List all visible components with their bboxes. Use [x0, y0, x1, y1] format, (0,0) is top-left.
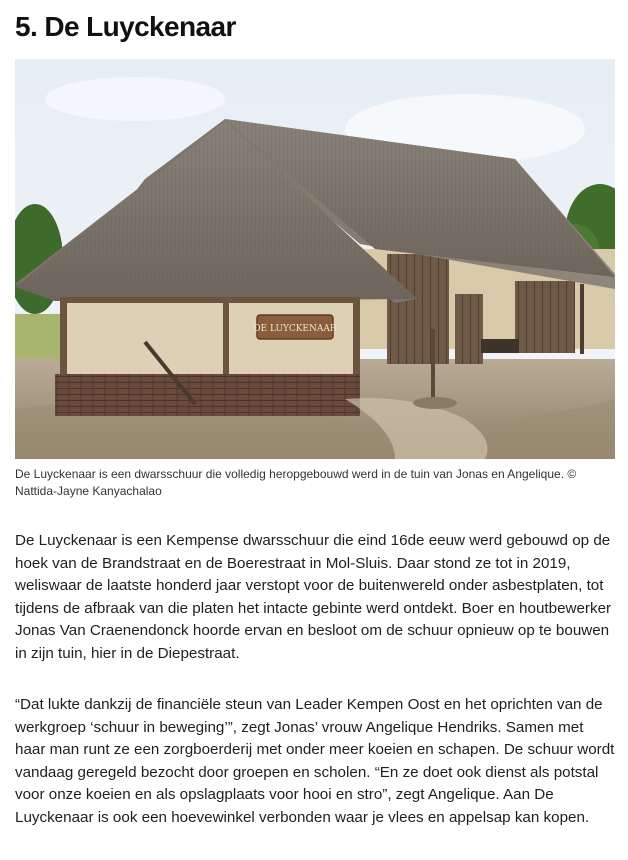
barn-photo — [15, 59, 615, 459]
barn-sign-text: DE LUYCKENAAR — [253, 324, 337, 334]
photo-caption: De Luyckenaar is een dwarsschuur die volledig heropgebouwd werd in de tuin van Jonas en Angelique. © Nattida-Jayne Kanyachalao — [15, 467, 577, 498]
article-paragraph: “Dat lukte dankzij de financiële steun van Leader Kempen Oost en het oprichten van de werkgroep ‘schuur in beweging’”, zegt Jonas’ vrouw Angelique Hendriks. Samen met haar man runt ze een zorgboerderij met onder meer koeien en schapen. De schuur wordt vandaag geregeld bezocht door groepen en scholen. “En ze doet ook dienst als potstal voor onze koeien en als opslagplaats voor hooi en stro”, zegt Angelique. Aan De Luyckenaar is ook een hoevewinkel verbonden waar je vlees en appelsap kan kopen. — [15, 696, 615, 826]
article-paragraph: De Luyckenaar is een Kempense dwarsschuur die eind 16de eeuw werd gebouwd op de hoek van de Brandstraat en de Boerestraat in Mol-Sluis. Daar stond ze tot in 2019, weliswaar de laatste honderd jaar verstopt voor de buitenwereld onder asbestplaten, tot tijdens de afbraak van die platen het intacte gebinte werd ontdekt. Boer en houtbewerker Jonas Van Craenendonck hoorde ervan en besloot om de schuur opnieuw op te bouwen in zijn tuin, hier in de Diepestraat. — [15, 532, 612, 662]
article-heading: 5. De Luyckenaar — [15, 11, 236, 42]
